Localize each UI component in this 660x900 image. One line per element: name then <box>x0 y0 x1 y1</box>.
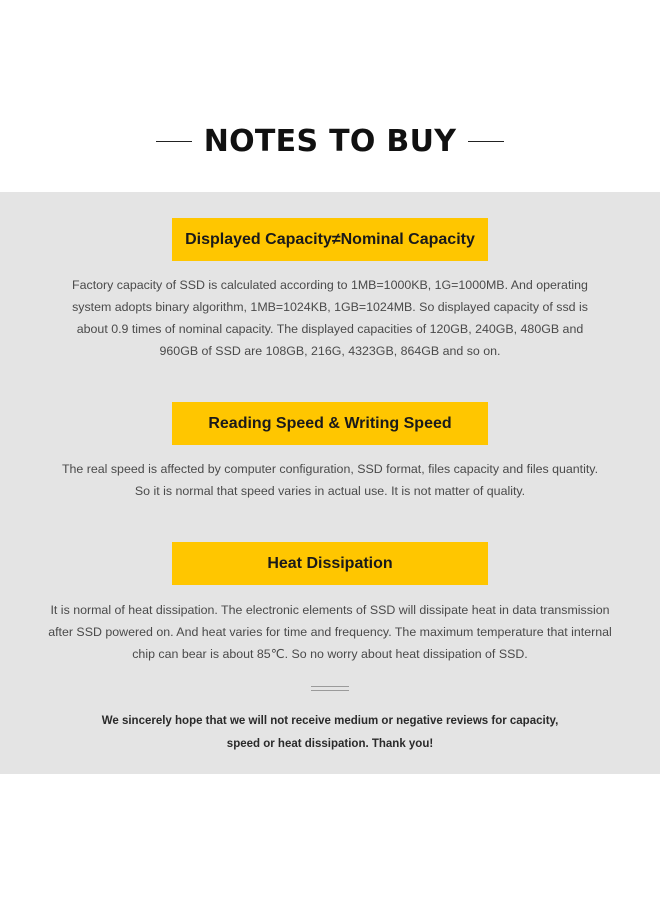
text-line: about 0.9 times of nominal capacity. The displayed capacities of 120GB, 240GB, 480GB and <box>76 322 584 336</box>
text-line: It is normal of heat dissipation. The electronic elements of SSD will dissipate heat in data transmission <box>50 603 610 617</box>
text-line: So it is normal that speed varies in actual use. It is not matter of quality. <box>134 484 526 498</box>
section-heading-capacity <box>172 218 488 261</box>
title-right-rule <box>468 141 504 142</box>
notes-panel <box>0 192 660 774</box>
text-line: Factory capacity of SSD is calculated according to 1MB=1000KB, 1G=1000MB. And operating <box>72 278 588 292</box>
section-heading-label: Heat Dissipation <box>267 554 393 572</box>
title-left-rule <box>156 141 192 142</box>
section-heading-label: Reading Speed & Writing Speed <box>208 414 452 432</box>
page-title: NOTES TO BUY <box>203 123 457 159</box>
section-heading-label: Displayed Capacity≠Nominal Capacity <box>185 230 475 248</box>
section-heading-heat <box>172 542 488 585</box>
text-line: The real speed is affected by computer configuration, SSD format, files capacity and files quantity. <box>61 462 599 476</box>
text-line: system adopts binary algorithm, 1MB=1024KB, 1GB=1024MB. So displayed capacity of ssd is <box>72 300 588 314</box>
text-line: 960GB of SSD are 108GB, 216G, 4323GB, 864GB and so on. <box>159 344 501 358</box>
closing-line: We sincerely hope that we will not receive medium or negative reviews for capacity, <box>101 715 559 727</box>
text-line: chip can bear is about 85℃. So no worry about heat dissipation of SSD. <box>132 647 528 661</box>
section-text-speed <box>24 458 636 502</box>
section-text-heat <box>24 599 636 665</box>
text-line: after SSD powered on. And heat varies for time and frequency. The maximum temperature that internal <box>48 625 612 639</box>
closing-note <box>60 710 600 756</box>
closing-line: speed or heat dissipation. Thank you! <box>226 738 434 750</box>
page-title-row <box>0 116 660 166</box>
section-text-capacity <box>24 274 636 362</box>
divider-icon <box>311 686 349 691</box>
section-heading-speed <box>172 402 488 445</box>
